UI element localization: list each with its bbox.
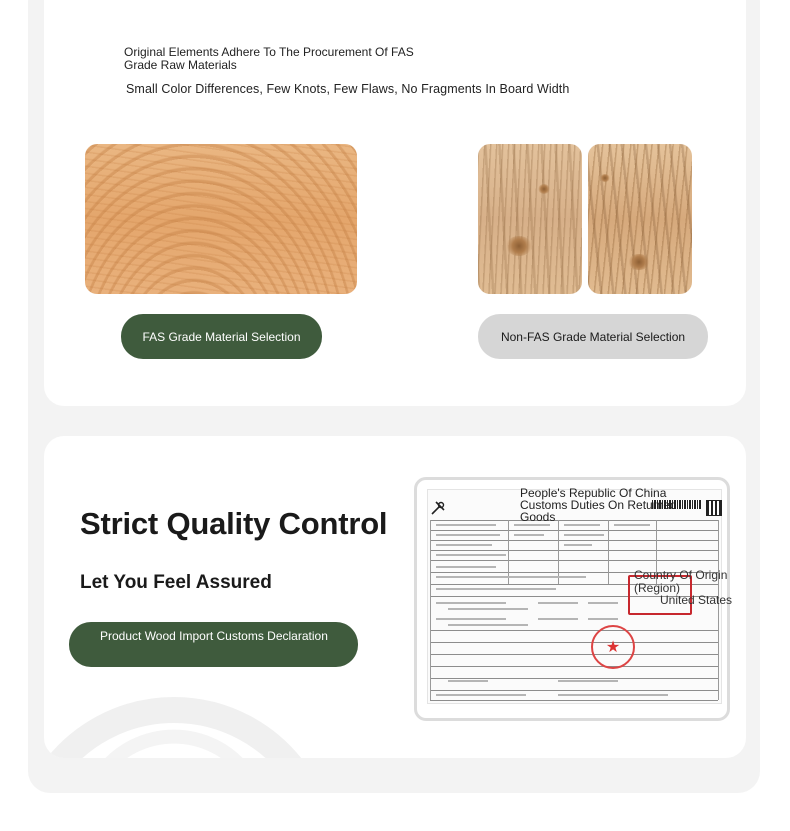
qr-code-icon [706, 500, 722, 516]
star-stamp-icon [591, 625, 635, 669]
fas-intro-title: Original Elements Adhere To The Procurement Of FAS Grade Raw Materials [124, 45, 414, 72]
fas-wood-image [85, 144, 357, 294]
non-fas-wood-image-2 [588, 144, 692, 294]
non-fas-grade-label: Non-FAS Grade Material Selection [500, 329, 686, 344]
quality-title: Strict Quality Control [80, 506, 388, 541]
fas-grade-button[interactable] [121, 314, 322, 359]
fas-intro-subtitle: Small Color Differences, Few Knots, Few Flaws, No Fragments In Board Width [126, 82, 570, 96]
document-heading: People's Republic Of China Customs Duties On Returned Goods [520, 486, 677, 524]
customs-declaration-label: Product Wood Import Customs Declaration [100, 629, 328, 643]
country-of-origin-label: Country Of Origin (Region) [634, 568, 728, 595]
stamp-star: ★ [605, 639, 621, 656]
customs-declaration-button[interactable] [69, 622, 358, 667]
quality-subtitle: Let You Feel Assured [80, 572, 272, 593]
fas-grade-label: FAS Grade Material Selection [142, 329, 301, 344]
country-of-origin-value: United States [660, 593, 733, 607]
non-fas-wood-image-1 [478, 144, 582, 294]
wrench-tools-icon [430, 500, 446, 516]
non-fas-grade-button[interactable] [478, 314, 708, 359]
